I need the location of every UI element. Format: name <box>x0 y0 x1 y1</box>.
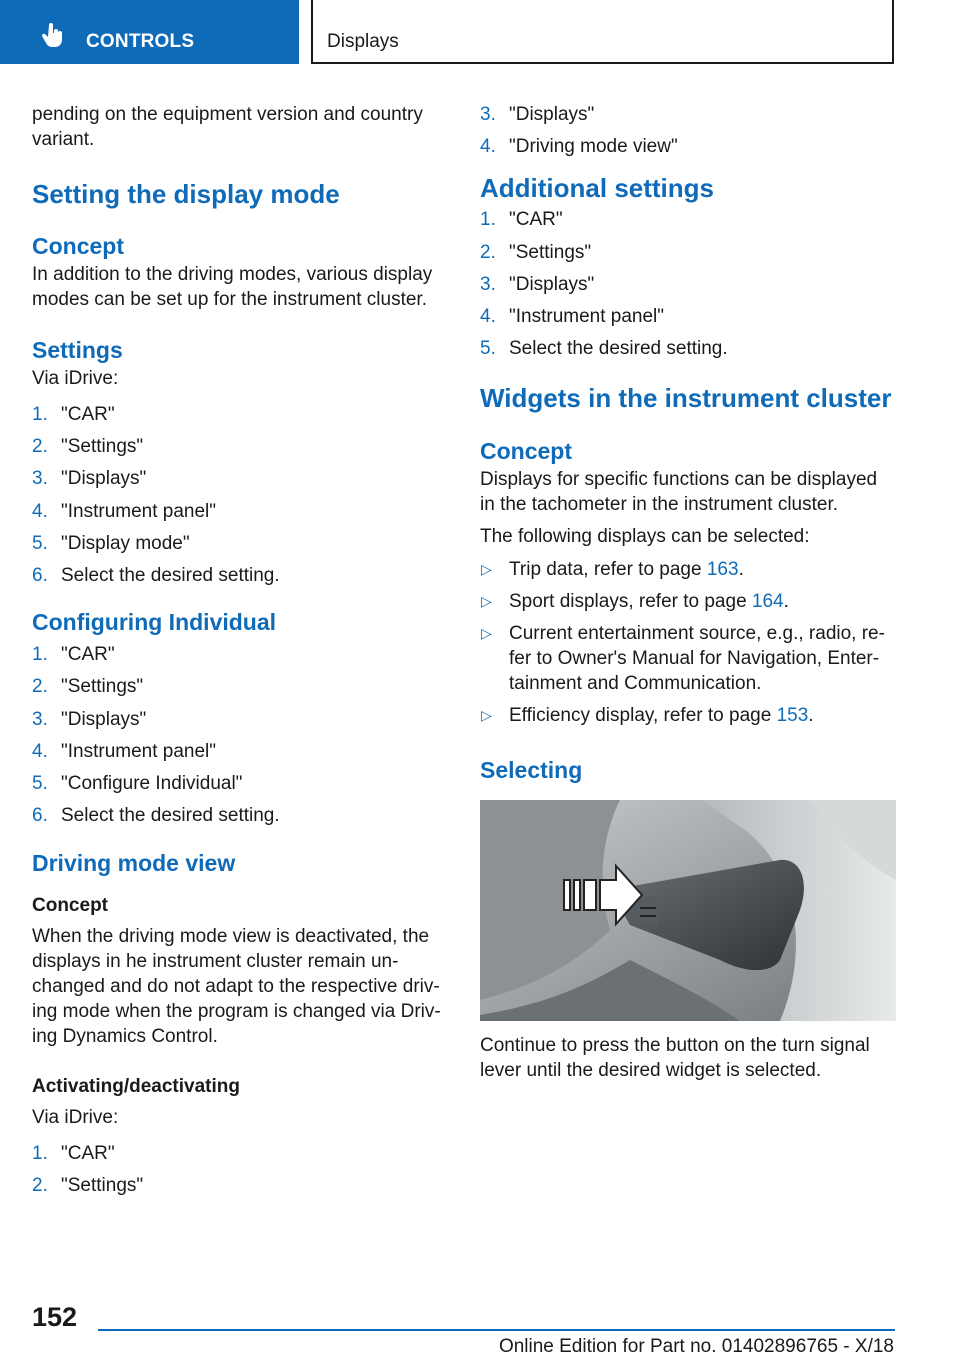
via-idrive-label: Via iDrive: <box>32 368 119 389</box>
list-item: 3. "Displays" <box>480 104 595 125</box>
heading-driving-mode-view: Driving mode view <box>32 850 236 877</box>
section-tab <box>0 0 299 64</box>
list-item: 2. "Settings" <box>32 436 144 458</box>
footer-divider <box>98 1329 895 1331</box>
list-item: 1. "CAR" <box>32 1143 115 1165</box>
list-item: 4. "Instrument panel" <box>32 740 217 762</box>
concept-paragraph: In addition to the driving modes, various display modes can be set up for the instrument cluster. <box>32 264 433 310</box>
heading-setting-display-mode: Setting the display mode <box>32 179 340 209</box>
following-displays-label: The following displays can be selected: <box>480 526 810 548</box>
turn-signal-lever-photo <box>480 800 896 1021</box>
configuring-steps <box>32 642 448 828</box>
activating-steps-continued <box>480 102 896 159</box>
edition-note: Online Edition for Part no. 01402896765 - X/18 <box>498 1336 894 1357</box>
heading-widgets: Widgets in the instrument cluster <box>480 383 892 414</box>
heading-concept: Concept <box>32 233 124 259</box>
list-item: ▷ Efficiency display, refer to page 153. <box>481 705 814 727</box>
settings-steps <box>32 402 448 588</box>
heading-settings: Settings <box>32 337 123 363</box>
list-item: 4. "Driving mode view" <box>480 136 678 158</box>
list-item: 5. "Display mode" <box>32 532 190 554</box>
list-item: 5. Select the desired setting. <box>480 338 728 360</box>
via-idrive-label-2: Via iDrive: <box>32 1107 119 1129</box>
hand-pointer-icon <box>40 22 66 48</box>
page-link[interactable]: 164 <box>751 591 784 613</box>
list-item: 3. "Displays" <box>32 708 147 730</box>
turn-signal-lever-illustration <box>480 800 896 1021</box>
list-item: 6. Select the desired setting. <box>32 805 280 827</box>
display-options-list <box>480 557 896 728</box>
heading-activating: Activating/deactivating <box>32 1076 240 1098</box>
left-column <box>32 102 448 1206</box>
heading-concept-small: Concept <box>32 895 108 917</box>
heading-additional-settings: Additional settings <box>480 173 714 204</box>
list-item: ▷ Current entertainment source, e.g., radio, refer to Owner's Manual for Navigation, Entertainment and Communication. <box>481 623 885 695</box>
page-link[interactable]: 153 <box>776 705 809 727</box>
chapter-title-box <box>311 0 894 64</box>
chapter-title: Displays <box>327 31 399 52</box>
list-item: 2. "Settings" <box>480 241 592 263</box>
list-item: 1. "CAR" <box>32 644 115 666</box>
list-item: 2. "Settings" <box>32 676 144 698</box>
additional-steps <box>480 207 896 361</box>
driving-mode-paragraph: When the driving mode view is deactivated, the displays in he instrument cluster remain unchanged and do not adapt to the respective driving mode when the program is changed via Driving Dynamics Control. <box>32 926 441 1048</box>
list-item: 3. "Displays" <box>32 468 147 490</box>
list-item: 4. "Instrument panel" <box>480 305 665 327</box>
list-item: 1. "CAR" <box>480 209 563 231</box>
activating-steps <box>32 1141 448 1198</box>
heading-selecting: Selecting <box>480 757 583 784</box>
widgets-paragraph: Displays for specific functions can be displayed in the tachometer in the instrument cluster. <box>480 469 878 516</box>
heading-configuring-individual: Configuring Individual <box>32 609 277 636</box>
list-item: 2. "Settings" <box>32 1175 144 1197</box>
list-item: 4. "Instrument panel" <box>32 500 217 522</box>
selecting-paragraph: Continue to press the button on the turn signal lever until the desired widget is selected. <box>480 1035 870 1082</box>
section-label: CONTROLS <box>86 31 195 52</box>
list-item: 6. Select the desired setting. <box>32 564 280 586</box>
intro-paragraph: pending on the equipment version and country variant. <box>32 104 423 150</box>
list-item: 5. "Configure Individual" <box>32 772 243 794</box>
list-item: 3. "Displays" <box>480 273 595 295</box>
list-item: ▷ Trip data, refer to page 163. <box>481 559 744 581</box>
heading-concept-widgets: Concept <box>480 438 572 465</box>
page-link[interactable]: 163 <box>706 559 739 581</box>
page-number: 152 <box>32 1302 78 1332</box>
list-item: 1. "CAR" <box>32 404 115 425</box>
right-column <box>480 102 896 1083</box>
list-item: ▷ Sport displays, refer to page 164. <box>481 591 789 613</box>
